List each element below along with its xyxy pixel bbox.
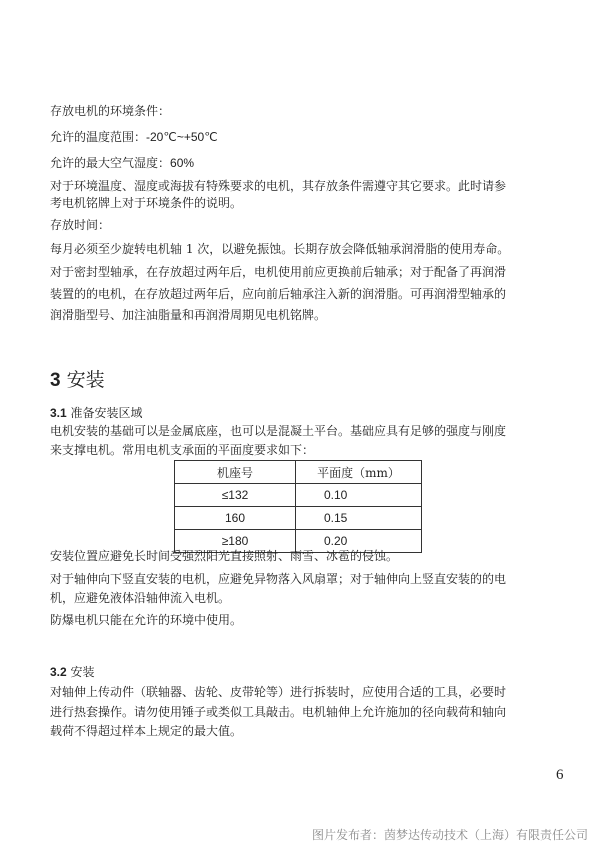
install-text-line-1: 对轴伸上传动件（联轴器、齿轮、皮带轮等）进行拆装时，应使用合适的工具，必要时	[50, 685, 507, 699]
vertical-mount-text-line-2: 机，应避免液体沿轴伸流入电机。	[50, 591, 231, 605]
storage-time-title: 存放时间：	[50, 218, 111, 232]
humidity-line	[50, 155, 194, 171]
table-header-frame-size: 机座号	[175, 461, 296, 484]
subsection-3-1-title: 准备安装区域	[70, 406, 143, 420]
section-3-heading	[50, 368, 105, 393]
subsection-3-2-number: 3.2	[50, 665, 67, 679]
section-3-number: 3	[50, 370, 61, 391]
install-text-line-3: 载荷不得超过样本上规定的最大值。	[50, 724, 243, 738]
monthly-rotation-text: 每月必须至少旋转电机轴 1 次，以避免振蚀。长期存放会降低轴承润滑脂的使用寿命。	[50, 242, 510, 256]
subsection-3-1-heading	[50, 405, 143, 421]
vertical-mount-text-line-1: 对于轴伸向下竖直安装的电机，应避免异物落入风扇罩；对于轴伸向上竖直安装的的电	[50, 572, 507, 586]
table-cell-flatness: 0.15	[296, 507, 422, 530]
subsection-3-1-number: 3.1	[50, 406, 67, 420]
temp-range-label: 允许的温度范围：	[50, 130, 147, 144]
explosion-proof-text: 防爆电机只能在允许的环境中使用。	[50, 613, 243, 627]
table-cell-frame-size: ≤132	[175, 484, 296, 507]
subsection-3-2-title: 安装	[70, 665, 95, 679]
bearing-text-line-1: 对于密封型轴承，在存放超过两年后，电机使用前应更换前后轴承；对于配备了再润滑	[50, 265, 507, 279]
bearing-text-line-2: 装置的的电机，在存放超过两年后，应向前后轴承注入新的润滑脂。可再润滑型轴承的	[50, 287, 507, 301]
temp-range-line	[50, 129, 218, 145]
bearing-text-line-3: 润滑脂型号、加注油脂量和再润滑周期见电机铭牌。	[50, 308, 327, 322]
special-requirements-line-1: 对于环境温度、湿度或海拔有特殊要求的电机，其存放条件需遵守其它要求。此时请参	[50, 179, 507, 193]
special-requirements-line-2: 考电机铭牌上对于环境条件的说明。	[50, 196, 243, 210]
location-text: 安装位置应避免长时间受强烈阳光直接照射、雨雪、冰雹的侵蚀。	[50, 549, 399, 563]
publisher-credit: 图片发布者：茵梦达传动技术（上海）有限责任公司	[311, 828, 588, 842]
table-cell-frame-size: ≥180	[175, 530, 296, 553]
section-3-title: 安装	[66, 369, 105, 391]
storage-env-title: 存放电机的环境条件：	[50, 104, 171, 118]
table-row	[175, 484, 422, 507]
table-header-row	[175, 461, 422, 484]
table-cell-flatness: 0.10	[296, 484, 422, 507]
temp-range-value: -20℃~+50℃	[146, 130, 218, 144]
install-text-line-2: 进行热套操作。请勿使用锤子或类似工具敲击。电机轴伸上允许施加的径向载荷和轴向	[50, 705, 507, 719]
foundation-text-line-2: 来支撑电机。常用电机支承面的平面度要求如下：	[50, 443, 315, 457]
subsection-3-2-heading	[50, 664, 95, 680]
table-row	[175, 507, 422, 530]
humidity-label: 允许的最大空气湿度：	[50, 156, 171, 170]
table-cell-flatness: 0.20	[296, 530, 422, 553]
page-number: 6	[556, 767, 564, 783]
foundation-text-line-1: 电机安装的基础可以是金属底座，也可以是混凝土平台。基础应具有足够的强度与刚度	[50, 424, 507, 438]
table-cell-frame-size: 160	[175, 507, 296, 530]
table-header-flatness: 平面度（mm）	[296, 461, 422, 484]
flatness-table	[174, 460, 422, 553]
humidity-value: 60%	[170, 156, 195, 170]
